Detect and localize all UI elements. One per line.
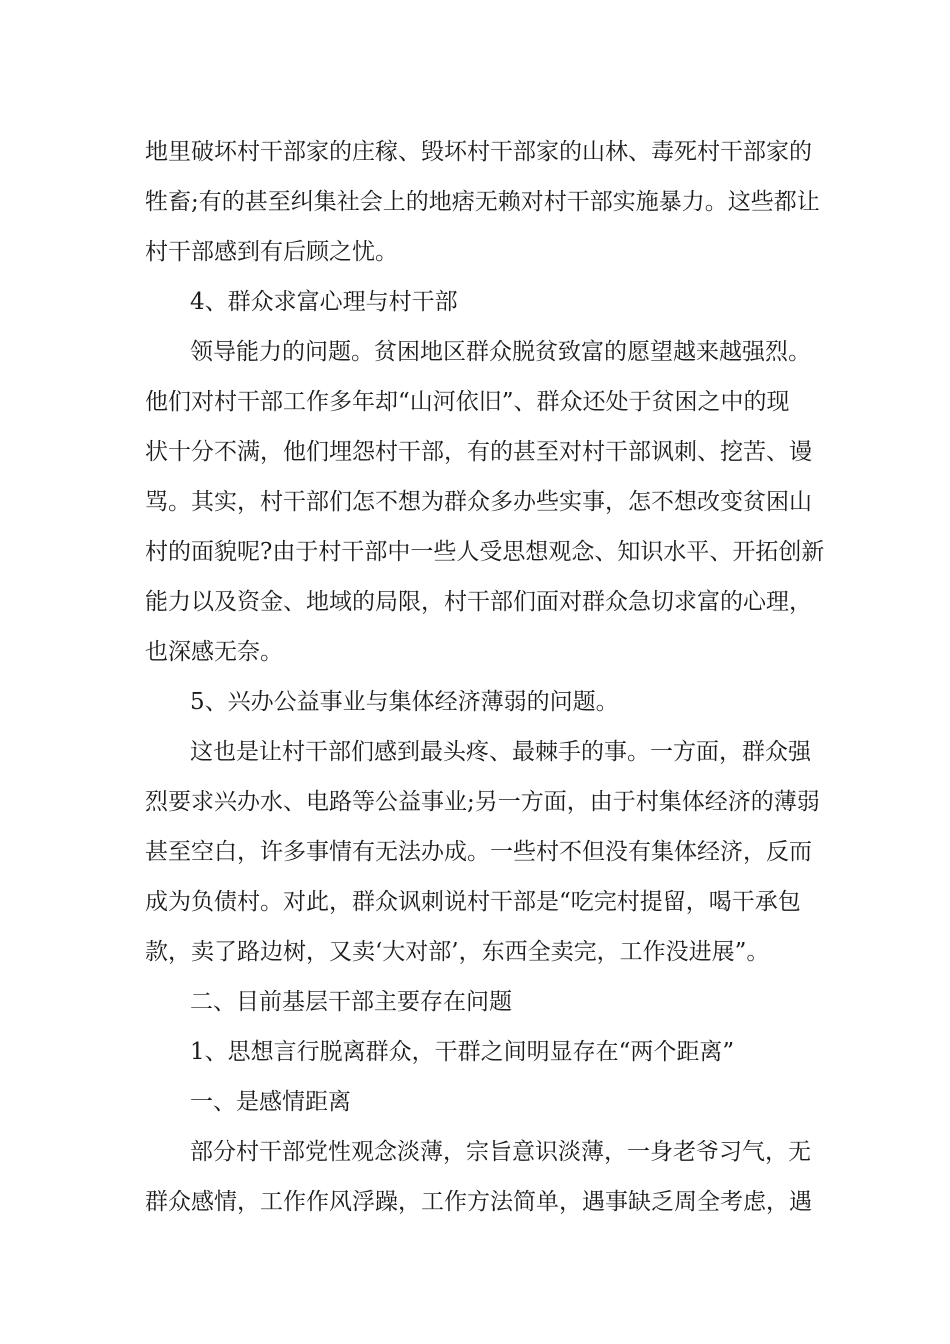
text-line: 群众感情，工作作风浮躁，工作方法简单，遇事缺乏周全考虑，遇 xyxy=(145,1189,812,1215)
text-line: 村干部感到有后顾之忧。 xyxy=(145,239,398,265)
section-heading: 5、兴办公益事业与集体经济薄弱的问题。 xyxy=(190,689,619,715)
section-heading: 一、是感情距离 xyxy=(190,1089,351,1115)
text-line: 地里破坏村干部家的庄稼、毁坏村干部家的山林、毒死村干部家的 xyxy=(145,139,812,165)
text-line: 这也是让村干部们感到最头疼、最棘手的事。一方面，群众强 xyxy=(190,739,811,765)
text-line: 成为负债村。对此，群众讽刺说村干部是“吃完村提留，喝干承包 xyxy=(145,889,801,915)
text-line: 领导能力的问题。贫困地区群众脱贫致富的愿望越来越强烈。 xyxy=(190,339,811,365)
text-line: 村的面貌呢?由于村干部中一些人受思想观念、知识水平、开拓创新 xyxy=(145,539,825,565)
section-heading: 1、思想言行脱离群众，干群之间明显存在“两个距离” xyxy=(190,1039,735,1065)
text-line: 款，卖了路边树，又卖‘大对部’，东西全卖完，工作没进展”。 xyxy=(145,939,770,965)
text-line: 状十分不满，他们埋怨村干部，有的甚至对村干部讽刺、挖苦、谩 xyxy=(145,439,812,465)
text-line: 部分村干部党性观念淡薄，宗旨意识淡薄，一身老爷习气，无 xyxy=(190,1139,811,1165)
text-line: 能力以及资金、地域的局限，村干部们面对群众急切求富的心理， xyxy=(145,589,812,615)
text-line: 骂。其实，村干部们怎不想为群众多办些实事，怎不想改变贫困山 xyxy=(145,489,812,515)
text-line: 甚至空白，许多事情有无法办成。一些村不但没有集体经济，反而 xyxy=(145,839,812,865)
section-heading: 二、目前基层干部主要存在问题 xyxy=(190,989,512,1015)
text-line: 他们对村干部工作多年却“山河依旧”、群众还处于贫困之中的现 xyxy=(145,389,790,415)
section-heading: 4、群众求富心理与村干部 xyxy=(190,289,458,315)
text-line: 烈要求兴办水、电路等公益事业;另一方面，由于村集体经济的薄弱 xyxy=(145,789,820,815)
text-line: 牲畜;有的甚至纠集社会上的地痞无赖对村干部实施暴力。这些都让 xyxy=(145,189,820,215)
text-line: 也深感无奈。 xyxy=(145,639,283,665)
